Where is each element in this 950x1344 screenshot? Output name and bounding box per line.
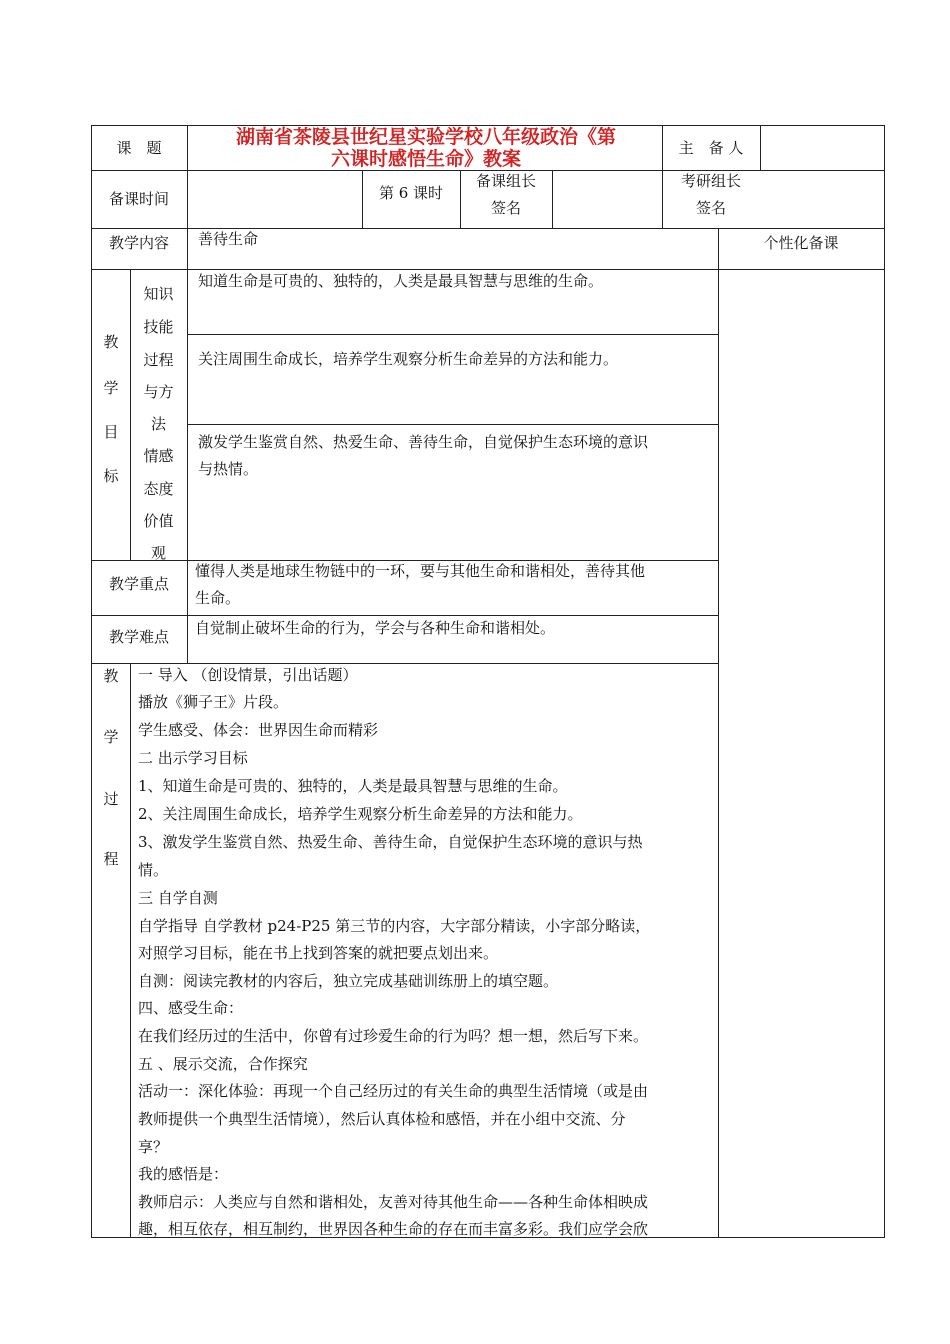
process-line: 对照学习目标，能在书上找到答案的就把要点划出来。 — [138, 944, 499, 962]
label-difficult-points: 教学难点 — [108, 628, 169, 646]
table-border-left — [91, 125, 92, 1238]
objectives-label-char: 学 — [103, 379, 119, 397]
table-rule — [187, 334, 718, 335]
process-line: 情。 — [138, 861, 169, 879]
process-line: 在我们经历过的生活中，你曾有过珍爱生命的行为吗？想一想，然后写下来。 — [138, 1027, 649, 1045]
title-line-2: 六课时感悟生命》教案 — [330, 148, 521, 170]
process-objective: 关注周围生命成长，培养学生观察分析生命差异的方法和能力。 — [198, 350, 619, 368]
label-knowledge: 技能 — [143, 318, 174, 336]
process-label-char: 过 — [103, 790, 119, 808]
label-knowledge: 知识 — [143, 285, 174, 303]
table-rule — [187, 424, 718, 425]
label-prep-time: 备课时间 — [108, 190, 169, 208]
label-group-leader-line2: 签名 — [490, 199, 521, 217]
process-line: 1、知道生命是可贵的、独特的，人类是最具智慧与思维的生命。 — [138, 777, 568, 795]
emotion-objective-line1: 激发学生鉴赏自然、热爱生命、善待生命，自觉保护生态环境的意识 — [198, 433, 649, 451]
process-line: 我的感悟是： — [138, 1165, 229, 1183]
process-line: 一 导入 （创设情景，引出话题） — [138, 666, 358, 684]
emotion-objective-line2: 与热情。 — [198, 460, 259, 478]
label-research-leader-line1: 考研组长 — [680, 172, 741, 190]
process-line: 三 自学自测 — [138, 889, 218, 907]
process-line: 自测：阅读完教材的内容后，独立完成基础训练册上的填空题。 — [138, 972, 559, 990]
table-rule — [552, 170, 553, 228]
label-emotion: 价值 — [143, 512, 174, 530]
objectives-label-char: 目 — [103, 423, 119, 441]
teaching-content-value: 善待生命 — [198, 230, 259, 248]
table-rule — [91, 663, 718, 664]
process-line: 3、激发学生鉴赏自然、热爱生命、善待生命，自觉保护生态环境的意识与热 — [138, 833, 643, 851]
title-line-1: 湖南省茶陵县世纪星实验学校八年级政治《第 — [235, 126, 616, 148]
label-research-leader-line2: 签名 — [695, 199, 726, 217]
table-rule — [130, 663, 131, 1238]
process-line: 五 、展示交流，合作探究 — [138, 1055, 308, 1073]
process-line: 2、关注周围生命成长，培养学生观察分析生命差异的方法和能力。 — [138, 805, 583, 823]
table-rule — [187, 125, 188, 663]
process-line: 教师提供一个典型生活情境），然后认真体检和感悟，并在小组中交流、分 — [138, 1110, 626, 1128]
label-preparer: 主 备 人 — [678, 139, 744, 157]
key-points-line1: 懂得人类是地球生物链中的一环，要与其他生命和谐相处，善待其他 — [195, 562, 646, 580]
table-rule — [718, 228, 719, 1238]
label-emotion: 情感 — [143, 447, 174, 465]
table-rule — [91, 269, 885, 270]
process-line: 二 出示学习目标 — [138, 749, 248, 767]
objectives-label-char: 教 — [103, 333, 119, 351]
process-line: 活动一：深化体验：再现一个自己经历过的有关生命的典型生活情境（或是由 — [138, 1082, 649, 1100]
label-process: 与方 — [143, 383, 174, 401]
lesson-number: 第 6 课时 — [378, 184, 444, 202]
label-process: 法 — [150, 415, 166, 433]
label-key-points: 教学重点 — [108, 575, 169, 593]
process-label-char: 教 — [103, 667, 119, 685]
process-line: 享？ — [138, 1138, 169, 1156]
label-topic: 课 题 — [116, 139, 162, 157]
process-line: 学生感受、体会：世界因生命而精彩 — [138, 721, 379, 739]
process-label-char: 学 — [103, 728, 119, 746]
label-group-leader-line1: 备课组长 — [475, 172, 536, 190]
table-rule — [91, 615, 718, 616]
table-border-right — [884, 125, 885, 1238]
label-process: 过程 — [143, 351, 174, 369]
knowledge-objective: 知道生命是可贵的、独特的，人类是最具智慧与思维的生命。 — [198, 272, 604, 290]
objectives-label-char: 标 — [103, 467, 119, 485]
table-rule — [760, 125, 761, 170]
document-title — [190, 126, 662, 170]
difficult-points-text: 自觉制止破坏生命的行为，学会与各种生命和谐相处。 — [195, 619, 556, 637]
label-emotion: 观 — [150, 544, 166, 562]
process-line: 教师启示：人类应与自然和谐相处，友善对待其他生命——各种生命体相映成 — [138, 1193, 649, 1211]
process-line: 趣，相互依存，相互制约，世界因各种生命的存在而丰富多彩。我们应学会欣 — [138, 1220, 649, 1238]
label-teaching-content: 教学内容 — [108, 234, 169, 252]
process-line: 四、感受生命： — [138, 999, 244, 1017]
process-line: 自学指导 自学教材 p24-P25 第三节的内容，大字部分精读，小字部分略读， — [138, 917, 651, 935]
label-personalized-prep: 个性化备课 — [763, 234, 839, 252]
label-emotion: 态度 — [143, 480, 174, 498]
process-label-char: 程 — [103, 850, 119, 868]
process-line: 播放《狮子王》片段。 — [138, 693, 289, 711]
key-points-line2: 生命。 — [195, 589, 241, 607]
